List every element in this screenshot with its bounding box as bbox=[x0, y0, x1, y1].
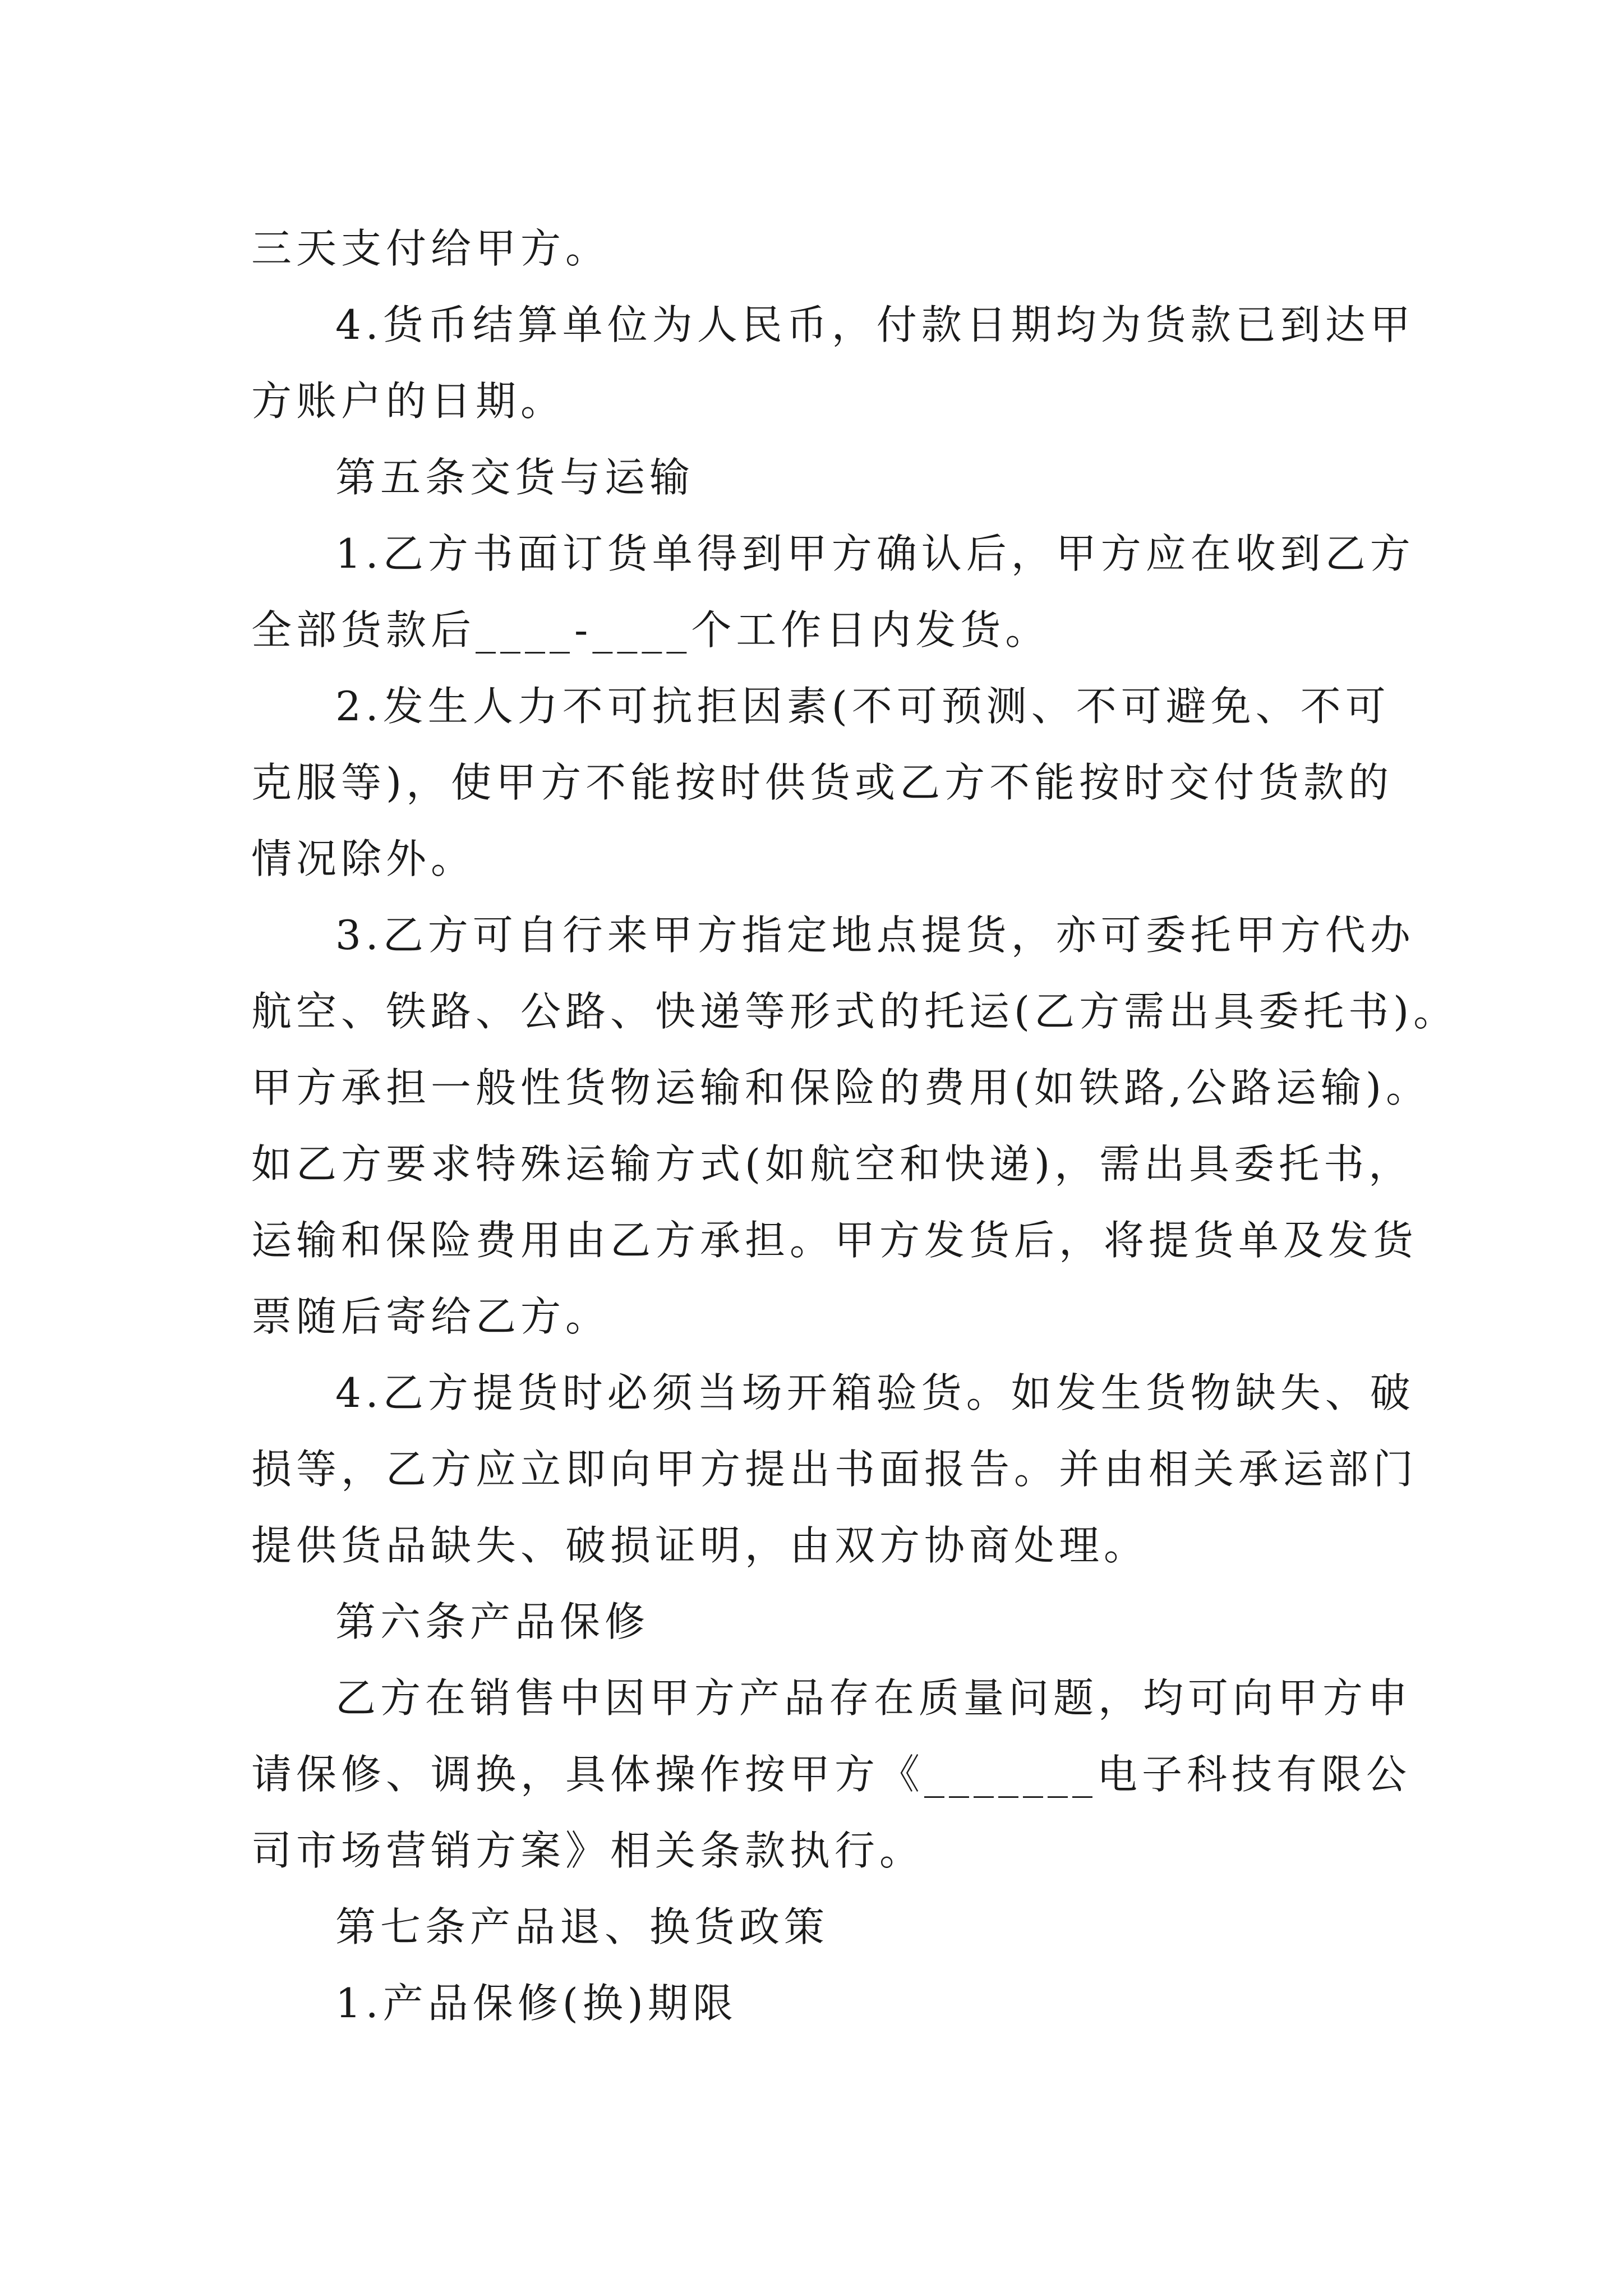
document-body bbox=[251, 210, 1459, 2041]
text-line: 票随后寄给乙方。 bbox=[251, 1293, 611, 1340]
paragraph-warranty bbox=[251, 1660, 1429, 1889]
text-line: 2.发生人力不可抗拒因素(不可预测、不可避免、不可 bbox=[335, 683, 1390, 730]
text-line: 损等，乙方应立即向甲方提出书面报告。并由相关承运部门 bbox=[251, 1446, 1418, 1493]
text-line: 4.乙方提货时必须当场开箱验货。如发生货物缺失、破 bbox=[335, 1369, 1415, 1416]
text-line: 司市场营销方案》相关条款执行。 bbox=[251, 1827, 925, 1874]
text-line: 乙方在销售中因甲方产品存在质量问题，均可向甲方申 bbox=[335, 1674, 1413, 1722]
text-line: 3.乙方可自行来甲方指定地点提货，亦可委托甲方代办 bbox=[335, 912, 1415, 959]
paragraph-delivery-2 bbox=[251, 668, 1429, 897]
section-heading-article-5 bbox=[251, 439, 1429, 516]
paragraph-delivery-1 bbox=[251, 516, 1429, 668]
text-line: 提供货品缺失、破损证明，由双方协商处理。 bbox=[251, 1522, 1149, 1569]
text-line: 方账户的日期。 bbox=[251, 378, 566, 425]
text-line: 4.货币结算单位为人民币，付款日期均为货款已到达甲 bbox=[335, 301, 1415, 348]
section-heading-article-6 bbox=[251, 1584, 1429, 1660]
text-line: 情况除外。 bbox=[251, 835, 476, 882]
text-line: 克服等)，使甲方不能按时供货或乙方不能按时交付货款的 bbox=[251, 759, 1394, 806]
paragraph-currency bbox=[251, 287, 1429, 439]
paragraph-delivery-4 bbox=[251, 1355, 1429, 1584]
text-line: 三天支付给甲方。 bbox=[251, 225, 611, 272]
text-line: 甲方承担一般性货物运输和保险的费用(如铁路,公路运输)。 bbox=[251, 1064, 1431, 1111]
text-line: 航空、铁路、公路、快递等形式的托运(乙方需出具委托书)。 bbox=[251, 988, 1459, 1035]
section-heading: 第七条产品退、换货政策 bbox=[335, 1903, 829, 1950]
text-line: 全部货款后____-____个工作日内发货。 bbox=[251, 606, 1050, 654]
text-line: 如乙方要求特殊运输方式(如航空和快递)，需出具委托书， bbox=[251, 1140, 1414, 1188]
text-line: 1.产品保修(换)期限 bbox=[335, 1980, 737, 2027]
paragraph-return-1 bbox=[251, 1965, 1429, 2041]
paragraph-payment-end bbox=[251, 210, 1429, 287]
section-heading-article-7 bbox=[251, 1889, 1429, 1965]
section-heading: 第五条交货与运输 bbox=[335, 454, 695, 501]
text-line: 1.乙方书面订货单得到甲方确认后，甲方应在收到乙方 bbox=[335, 530, 1415, 577]
paragraph-delivery-3 bbox=[251, 897, 1459, 1355]
text-line: 请保修、调换，具体操作按甲方《_______电子科技有限公 bbox=[251, 1751, 1412, 1798]
text-line: 运输和保险费用由乙方承担。甲方发货后，将提货单及发货 bbox=[251, 1217, 1418, 1264]
section-heading: 第六条产品保修 bbox=[335, 1598, 650, 1645]
